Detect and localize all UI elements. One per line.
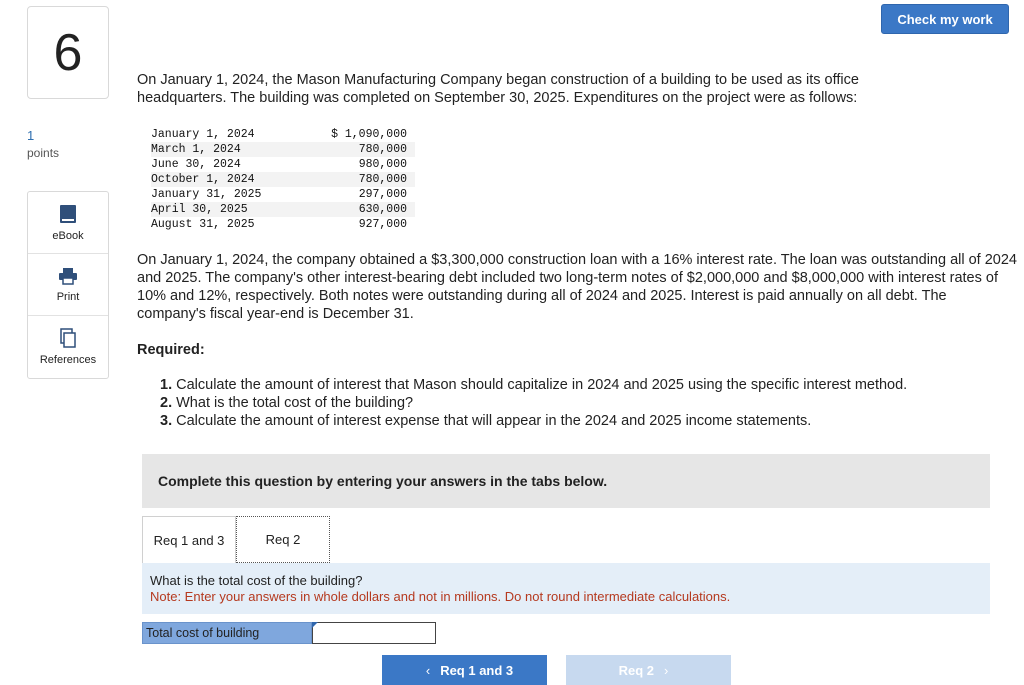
table-row — [151, 157, 415, 172]
check-my-work-button[interactable]: Check my work — [881, 4, 1009, 34]
requirement-text: Calculate the amount of interest that Mason should capitalize in 2024 and 2025 using the specific interest method. — [176, 377, 908, 393]
tab-req-1-and-3[interactable]: Req 1 and 3 — [142, 516, 236, 563]
references-button[interactable] — [28, 316, 108, 378]
table-row — [151, 202, 415, 217]
expenditure-amount: 630,000 — [311, 202, 415, 217]
table-row — [151, 127, 415, 142]
expenditure-date: August 31, 2025 — [151, 218, 255, 231]
table-row — [151, 142, 415, 157]
expenditure-amount: 780,000 — [311, 142, 415, 157]
expenditure-amount: 927,000 — [358, 218, 407, 231]
points-value: 1 — [27, 128, 35, 143]
requirements-list — [160, 376, 907, 430]
expenditure-amount: 780,000 — [311, 172, 415, 187]
chevron-right-icon: › — [664, 662, 669, 678]
table-row — [151, 217, 415, 232]
list-item — [160, 394, 907, 412]
references-icon — [59, 328, 77, 348]
loan-description: On January 1, 2024, the company obtained a $3,300,000 construction loan with a 16% interest rate. The loan was outstanding all of 2024 and 2025. The company's other interest-bearing debt included two long-term notes of $2,000,000 and $8,000,000 with interest rates of 10% and 12%, respectively. Both notes were outstanding during all of 2024 and 2025. Interest is paid annually on all debt. The company's fiscal year-end is December 31. — [137, 252, 1017, 322]
book-icon — [59, 204, 77, 224]
panel-question: What is the total cost of the building? — [150, 573, 363, 588]
list-item — [160, 376, 907, 394]
prev-tab-button[interactable] — [382, 655, 547, 685]
expenditure-amount: $ 1,090,000 — [331, 128, 407, 141]
expenditures-table — [151, 127, 415, 232]
expenditure-date: January 1, 2024 — [151, 128, 255, 141]
ebook-button[interactable] — [28, 192, 108, 254]
expenditure-date: January 31, 2025 — [151, 188, 262, 201]
input-marker-icon — [312, 622, 318, 628]
requirement-number: 1. — [160, 377, 173, 393]
next-tab-label: Req 2 — [618, 662, 655, 678]
prev-tab-label: Req 1 and 3 — [440, 662, 514, 678]
total-cost-input[interactable] — [312, 622, 436, 644]
points-label: points — [27, 146, 60, 160]
requirement-number: 3. — [160, 413, 173, 429]
expenditure-date: October 1, 2024 — [151, 172, 311, 187]
print-button[interactable] — [28, 254, 108, 316]
list-item — [160, 412, 907, 430]
instructions-banner: Complete this question by entering your answers in the tabs below. — [142, 454, 990, 508]
expenditure-date: April 30, 2025 — [151, 202, 311, 217]
question-number: 6 — [27, 6, 109, 99]
expenditure-amount: 297,000 — [358, 188, 407, 201]
next-tab-button[interactable] — [566, 655, 731, 685]
expenditure-date: June 30, 2024 — [151, 158, 241, 171]
tab-panel — [142, 563, 990, 614]
tab-req-2[interactable]: Req 2 — [236, 516, 330, 563]
requirement-number: 2. — [160, 395, 173, 411]
references-label: References — [39, 354, 97, 366]
required-heading: Required: — [137, 342, 205, 358]
printer-icon — [58, 267, 78, 285]
side-tools — [27, 191, 109, 379]
requirement-text: Calculate the amount of interest expense that will appear in the 2024 and 2025 income statements. — [176, 413, 812, 429]
answer-label: Total cost of building — [142, 622, 312, 644]
expenditure-date: March 1, 2024 — [151, 142, 311, 157]
print-label: Print — [56, 290, 80, 303]
table-row — [151, 187, 415, 202]
chevron-left-icon: ‹ — [425, 662, 431, 678]
panel-note: Note: Enter your answers in whole dollars and not in millions. Do not round intermediate calculations. — [150, 589, 731, 604]
problem-intro: On January 1, 2024, the Mason Manufacturing Company began construction of a building to be used as its office headquarters. The building was completed on September 30, 2025. Expenditures on the project were as follows: — [137, 72, 859, 106]
table-row — [151, 172, 415, 187]
ebook-label: eBook — [52, 229, 84, 242]
expenditure-amount: 980,000 — [358, 158, 407, 171]
requirement-text: What is the total cost of the building? — [176, 395, 414, 411]
